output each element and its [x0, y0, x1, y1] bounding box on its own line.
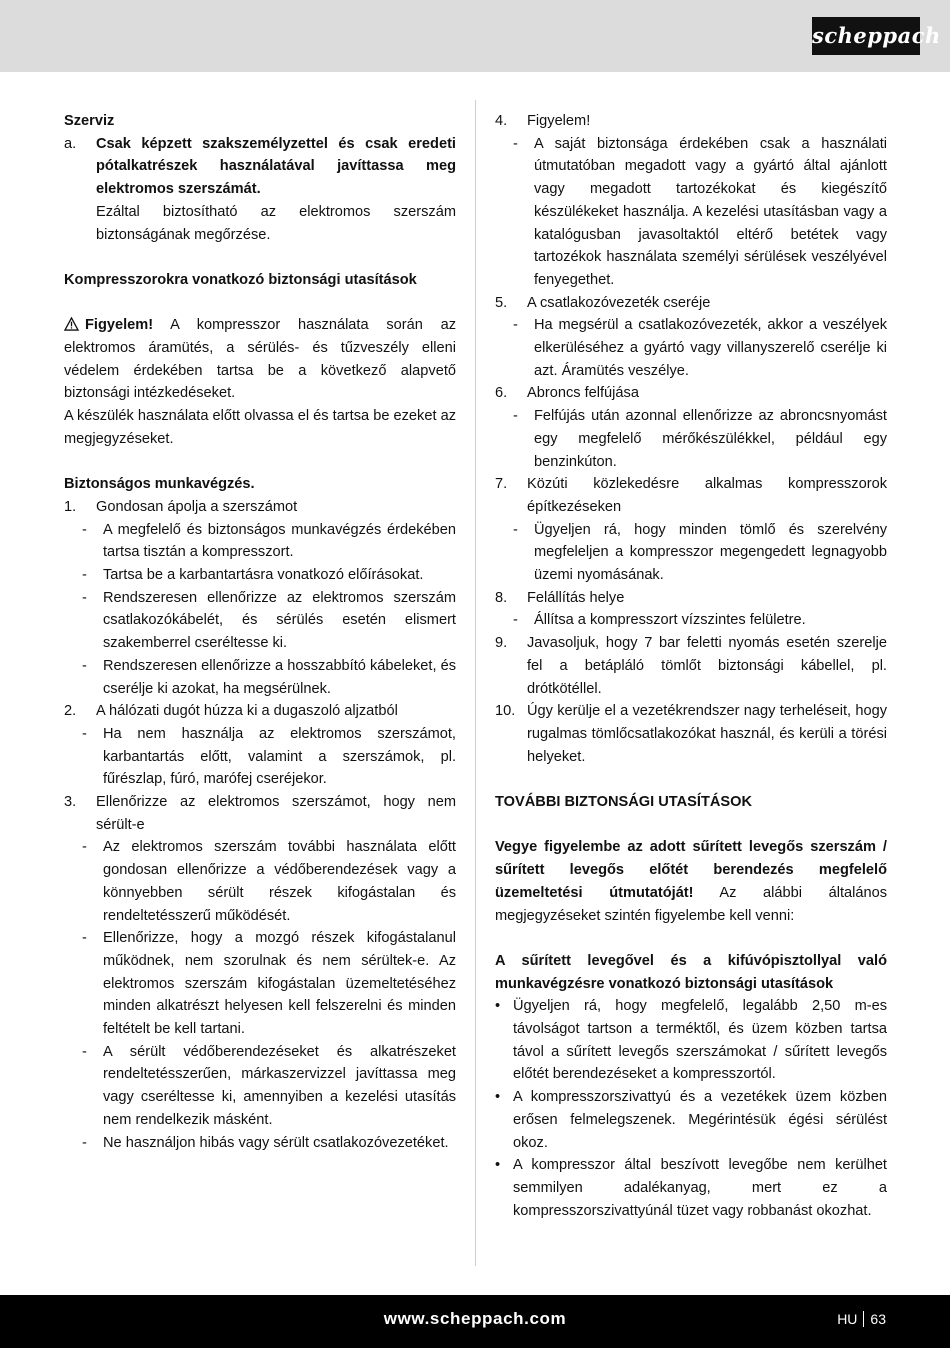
- right-column: [495, 110, 887, 1222]
- dash-marker: -: [82, 657, 87, 674]
- sub-item: [82, 519, 456, 564]
- sub-item: [82, 655, 456, 700]
- sub-item-text: Az elektromos szerszám további használata előtt gondosan ellenőrizze a védőberendezések vagy a könnyebben sérült részek kifogástalan és rendeltetésszerű működését.: [103, 839, 456, 924]
- note-paragraph: [495, 836, 887, 927]
- bullet-text: A kompresszorszivattyú és a vezetékek üzem közben erősen felmelegszenek. Megérintésük égési sérülést okoz.: [513, 1089, 887, 1151]
- item-title: A csatlakozóvezeték cseréje: [527, 294, 711, 311]
- sub-item: [513, 519, 887, 587]
- service-title: Szerviz: [64, 113, 115, 129]
- service-a-text: Ezáltal biztosítható az elektromos szerszám biztonságának megőrzése.: [96, 203, 456, 243]
- sub-item: [513, 133, 887, 292]
- bullet-item: [495, 1154, 887, 1222]
- left-column: [64, 110, 456, 1154]
- service-item-a: [64, 133, 456, 247]
- dash-marker: -: [82, 1134, 87, 1151]
- column-divider: [475, 100, 476, 1266]
- service-a-bold: Csak képzett szakszemélyzettel és csak eredeti pótalkatrészek használatával javíttassa meg elektromos szerszámát.: [96, 135, 456, 198]
- page-indicator: [837, 1311, 886, 1327]
- warning-paragraph: [64, 314, 456, 405]
- sub-item: [513, 609, 887, 632]
- dash-marker: -: [82, 1043, 87, 1060]
- compressor-safety-heading: Kompresszorokra vonatkozó biztonsági utasítások: [64, 271, 417, 288]
- warning-label: Figyelem!: [85, 317, 154, 334]
- bullet-marker: •: [495, 1157, 501, 1174]
- website-link[interactable]: www.scheppach.com: [383, 1309, 567, 1328]
- numbered-item: [64, 496, 456, 519]
- sub-item: [513, 314, 887, 382]
- item-number: 4.: [495, 113, 508, 129]
- note-bold: Vegye figyelembe az adott sűrített levegős szerszám / sűrített levegős előtét berendezés megfelelő üzemeltetési útmutatóját!: [495, 839, 887, 901]
- bullet-marker: •: [495, 1089, 501, 1106]
- item-title: Gondosan ápolja a szerszámot: [96, 498, 298, 515]
- sub-item: [513, 405, 887, 473]
- sub-item-text: A sérült védőberendezéseket és alkatrészeket rendeltetésszerűen, márkaszervizzel javíttassa meg vagy cseréltesse ki, amennyiben a kezelési utasítás nem rendelkezik másként.: [103, 1043, 456, 1128]
- item-number: 8.: [495, 589, 508, 606]
- sub-item: [82, 564, 456, 587]
- sub-item-text: Ha megsérül a csatlakozóvezeték, akkor a veszélyek elkerüléséhez a gyártó vagy villanyszerelő cserélje ki azt. Áramütés veszélye.: [534, 317, 887, 379]
- dash-marker: -: [513, 317, 518, 334]
- numbered-item: [495, 292, 887, 315]
- item-number: 7.: [495, 476, 508, 493]
- item-title: Közúti közlekedésre alkalmas kompresszorok építkezéseken: [527, 476, 887, 515]
- dash-marker: -: [82, 725, 87, 742]
- numbered-item: [64, 700, 456, 723]
- continued-list: [495, 110, 887, 768]
- sub-item: [82, 587, 456, 655]
- sub-item-text: Ha nem használja az elektromos szerszámot, karbantartás előtt, valamint a szerszámok, pl. fűrészlap, fúró, marófej cseréjekor.: [103, 725, 456, 788]
- dash-marker: -: [82, 930, 87, 947]
- scheppach-logo: scheppach: [812, 17, 920, 55]
- language-code: HU: [837, 1311, 858, 1327]
- sub-item: [82, 836, 456, 927]
- dash-marker: -: [82, 521, 87, 538]
- dash-marker: -: [82, 567, 87, 584]
- numbered-item: [64, 791, 456, 836]
- sub-item-text: Rendszeresen ellenőrizze a hosszabbító kábeleket, és cserélje ki azokat, ha megsérülnek.: [103, 657, 456, 697]
- numbered-item: [495, 110, 887, 133]
- further-safety-heading: TOVÁBBI BIZTONSÁGI UTASÍTÁSOK: [495, 794, 753, 811]
- item-number: 3.: [64, 794, 77, 811]
- dash-marker: -: [513, 612, 518, 629]
- sub-item-text: Rendszeresen ellenőrizze az elektromos szerszám csatlakozókábelét, és sérülés esetén elismert szakemberrel cseréltesse ki.: [103, 589, 456, 652]
- dash-marker: -: [82, 589, 87, 606]
- numbered-item: [495, 700, 887, 768]
- header-bar: [0, 0, 950, 72]
- safe-work-list: [64, 496, 456, 1154]
- bullet-item: [495, 1086, 887, 1154]
- sub-item-text: Állítsa a kompresszort vízszintes felületre.: [534, 612, 806, 629]
- sub-item-text: Ellenőrizze, hogy a mozgó részek kifogástalanul működnek, nem szorulnak és nem sérültek-e. Az elektromos szerszám kifogástalan üzemeltetéséhez minden alkatrészt helyesen kell felszerelni és minden feltételt be kell tartani.: [103, 930, 456, 1038]
- item-title: Ellenőrizze az elektromos szerszámot, hogy nem sérült-e: [96, 794, 456, 833]
- dash-marker: -: [513, 408, 518, 425]
- blowgun-bullet-list: [495, 995, 887, 1222]
- note-text: Az alábbi általános megjegyzéseket szintén figyelembe kell venni:: [495, 884, 887, 924]
- item-title: Úgy kerülje el a vezetékrendszer nagy terheléseit, hogy rugalmas tömlőcsatlakozókat használ, és kerüli a törési helyeket.: [527, 703, 887, 765]
- item-number: 9.: [495, 635, 508, 652]
- bullet-text: Ügyeljen rá, hogy megfelelő, legalább 2,50 m-es távolságot tartson a terméktől, és üzem közben tartsa távol a sűrített levegős szerszámokat / sűrített levegős előtét berendezéseket a kompresszortól.: [513, 998, 887, 1083]
- sub-item-text: Tartsa be a karbantartásra vonatkozó előírásokat.: [103, 567, 424, 584]
- warning-triangle-icon: [64, 317, 79, 331]
- list-marker: a.: [64, 135, 77, 152]
- dash-marker: -: [82, 839, 87, 856]
- page-number: 63: [870, 1311, 886, 1327]
- numbered-item: [495, 632, 887, 700]
- warning-text: A kompresszor használata során az elektromos áramütés, a sérülés- és tűzveszély elleni védelem érdekében tartsa be a következő alapvető biztonsági intézkedéseket.: [64, 317, 456, 402]
- item-number: 6.: [495, 385, 508, 402]
- item-title: Figyelem!: [527, 113, 591, 129]
- dash-marker: -: [513, 135, 518, 152]
- blowgun-safety-heading: A sűrített levegővel és a kifúvópisztollyal való munkavégzésre vonatkozó biztonsági utasítások: [495, 952, 887, 992]
- item-number: 10.: [495, 703, 516, 720]
- sub-item-text: Ne használjon hibás vagy sérült csatlakozóvezetéket.: [103, 1134, 449, 1151]
- dash-marker: -: [513, 521, 518, 538]
- item-title: Abroncs felfújása: [527, 385, 639, 402]
- bullet-marker: •: [495, 998, 501, 1015]
- item-number: 1.: [64, 498, 77, 515]
- sub-item: [82, 1132, 456, 1155]
- bullet-text: A kompresszor által beszívott levegőbe nem kerülhet semmilyen adalékanyag, mert ez a kompresszorszivattyúnál tüzet vagy robbanást okozhat.: [513, 1157, 887, 1219]
- footer-bar: [0, 1295, 950, 1348]
- bullet-item: [495, 995, 887, 1086]
- safe-work-heading: Biztonságos munkavégzés.: [64, 476, 255, 493]
- read-notes-text: A készülék használata előtt olvassa el és tartsa be ezeket az megjegyzéseket.: [64, 408, 456, 447]
- numbered-item: [495, 587, 887, 610]
- sub-item-text: A saját biztonsága érdekében csak a használati útmutatóban megadott vagy a gyártó által ajánlott vagy megadott tartozékokat és kiegészítő készülékeket használja. A kezelési utasításban vagy a katalógusban javasoltaktól eltérő betétek vagy tartozékok használata személyi sérülések veszélyével fenyegethet.: [534, 135, 887, 288]
- numbered-item: [495, 473, 887, 518]
- sub-item-text: Ügyeljen rá, hogy minden tömlő és szerelvény megfeleljen a kompresszor megengedett legnagyobb üzemi nyomásának.: [534, 521, 887, 584]
- sub-item: [82, 723, 456, 791]
- sub-item-text: Felfújás után azonnal ellenőrizze az abroncsnyomást egy megfelelő mérőkészülékkel, például egy benzinkúton.: [534, 408, 887, 470]
- sub-item: [82, 1041, 456, 1132]
- item-number: 5.: [495, 294, 508, 311]
- item-title: Javasoljuk, hogy 7 bar feletti nyomás esetén szerelje fel a betápláló tömlőt biztonsági kábellel, pl. drótkötéllel.: [527, 635, 887, 697]
- item-title: Felállítás helye: [527, 589, 625, 606]
- item-number: 2.: [64, 703, 77, 720]
- numbered-item: [495, 382, 887, 405]
- sub-item: [82, 927, 456, 1041]
- sub-item-text: A megfelelő és biztonságos munkavégzés érdekében tartsa tisztán a kompresszort.: [103, 521, 456, 561]
- item-title: A hálózati dugót húzza ki a dugaszoló aljzatból: [96, 703, 398, 720]
